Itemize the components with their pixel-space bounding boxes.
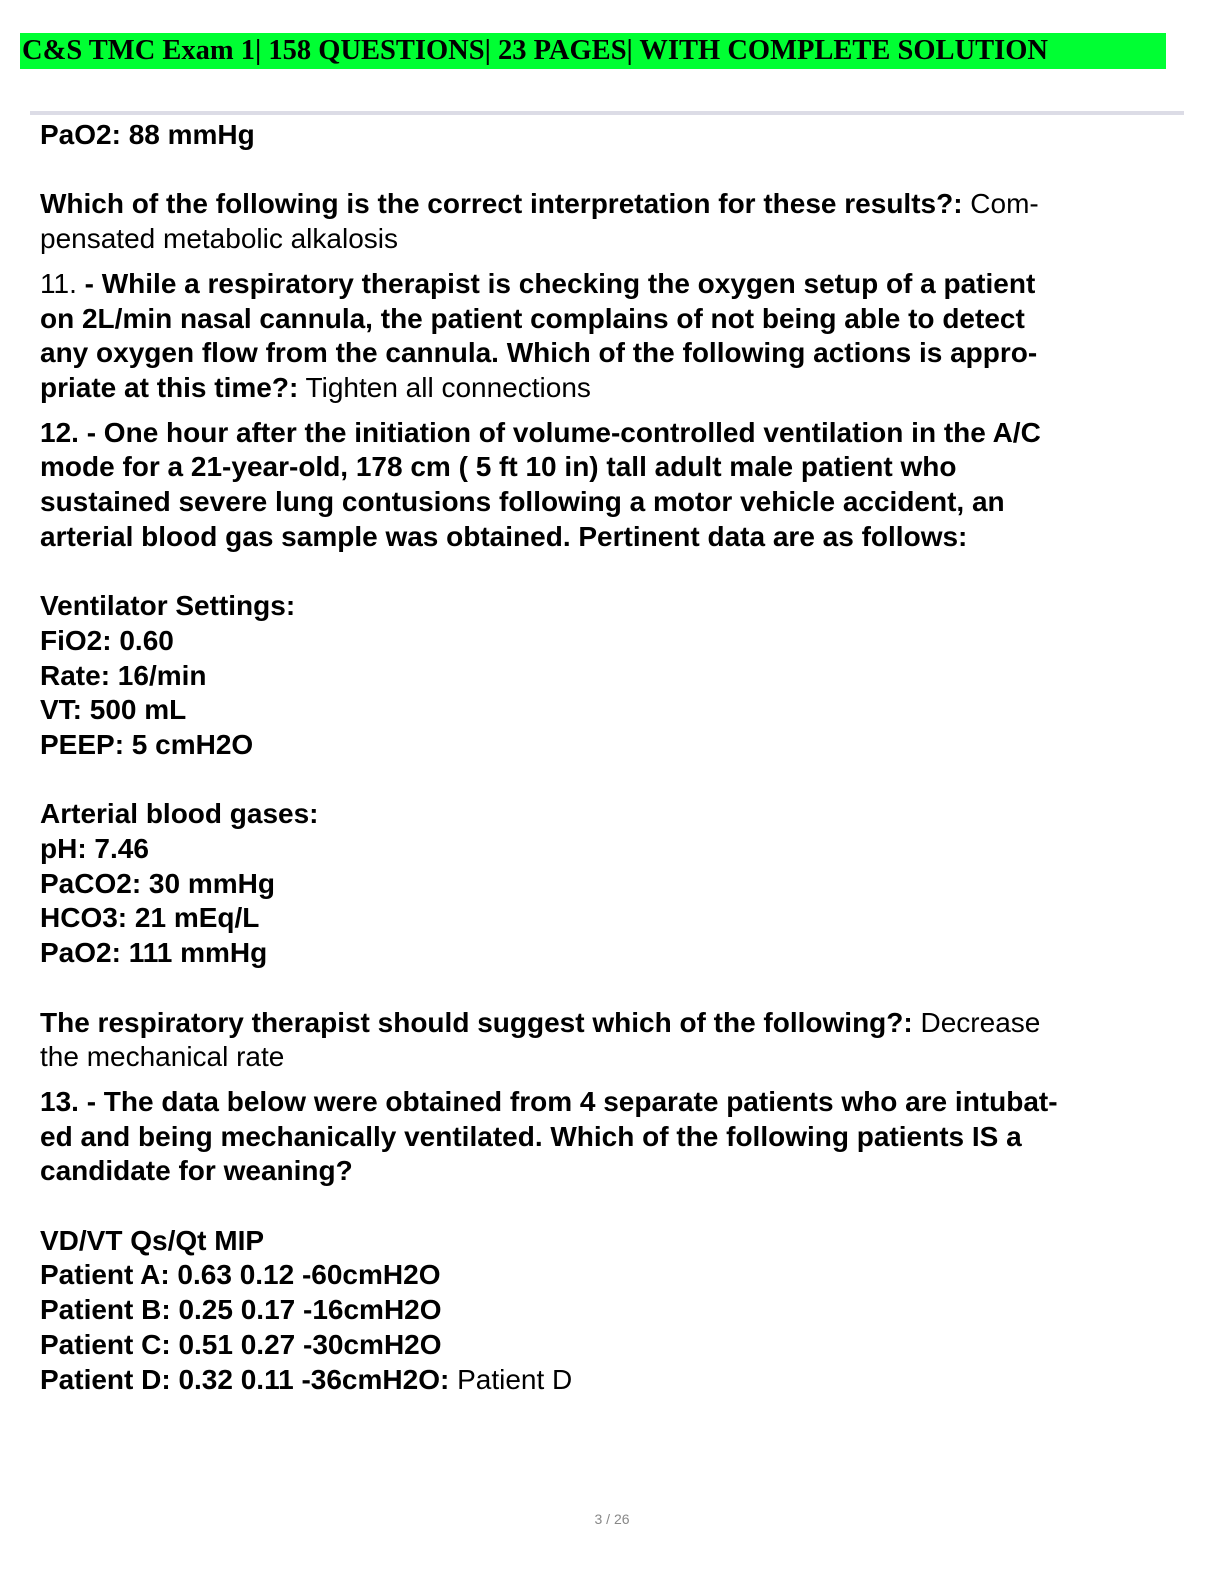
abg-heading: Arterial blood gases:: [40, 798, 319, 830]
question-10-answer-part2: pensated metabolic alkalosis: [40, 223, 398, 255]
question-10-prompt: Which of the following is the correct interpretation for these results?:: [40, 188, 963, 220]
header-divider: [30, 111, 1184, 115]
abg-item: HCO3: 21 mEq/L: [40, 902, 260, 934]
question-12-line1: 12. - One hour after the initiation of volume-controlled ventilation in the A/C: [40, 416, 1041, 448]
question-10-tail: [40, 118, 1175, 257]
question-11: [40, 267, 1175, 406]
question-13-answer: Patient D: [449, 1363, 573, 1395]
question-11-answer: Tighten all connections: [298, 371, 591, 403]
question-11-line3: any oxygen flow from the cannula. Which of the following actions is appro-: [40, 337, 1038, 369]
abg-item: PaO2: 111 mmHg: [40, 937, 268, 969]
ventilator-settings-heading: Ventilator Settings:: [40, 590, 296, 622]
question-12-line4: arterial blood gas sample was obtained. Pertinent data are as follows:: [40, 520, 968, 552]
vent-setting-item: FiO2: 0.60: [40, 624, 174, 656]
question-11-line1: - While a respiratory therapist is checking the oxygen setup of a patient: [84, 267, 1036, 299]
question-12-line3: sustained severe lung contusions following a motor vehicle accident, an: [40, 486, 1005, 518]
page-number: 3 / 26: [594, 1511, 630, 1527]
question-11-line2: on 2L/min nasal cannula, the patient complains of not being able to detect: [40, 302, 1025, 334]
question-12-answer-part1: Decrease: [912, 1006, 1041, 1038]
abg-item: pH: 7.46: [40, 833, 149, 865]
patient-row: Patient B: 0.25 0.17 -16cmH2O: [40, 1294, 442, 1326]
question-12-line2: mode for a 21-year-old, 178 cm ( 5 ft 10 in) tall adult male patient who: [40, 451, 957, 483]
patient-row: Patient A: 0.63 0.12 -60cmH2O: [40, 1259, 441, 1291]
vent-setting-item: PEEP: 5 cmH2O: [40, 728, 254, 760]
patient-row: Patient C: 0.51 0.27 -30cmH2O: [40, 1328, 442, 1360]
page-content: [40, 118, 1175, 1397]
vent-setting-item: Rate: 16/min: [40, 659, 207, 691]
question-12-answer-part2: the mechanical rate: [40, 1041, 285, 1073]
question-13: [40, 1085, 1175, 1397]
document-title: C&S TMC Exam 1| 158 QUESTIONS| 23 PAGES| WITH COMPLETE SOLUTION: [22, 35, 1048, 66]
question-10-answer-part1: Com-: [962, 188, 1039, 220]
abg-item: PaCO2: 30 mmHg: [40, 867, 275, 899]
patient-table-header: VD/VT Qs/Qt MIP: [40, 1224, 265, 1256]
vent-setting-item: VT: 500 mL: [40, 694, 187, 726]
patient-row-last: Patient D: 0.32 0.11 -36cmH2O:: [40, 1363, 450, 1395]
question-13-line2: ed and being mechanically ventilated. Which of the following patients IS a: [40, 1120, 1022, 1152]
question-11-number: 11.: [40, 267, 85, 299]
pao2-value: PaO2: 88 mmHg: [40, 119, 255, 150]
question-13-line3: candidate for weaning?: [40, 1155, 353, 1187]
question-13-line1: 13. - The data below were obtained from 4 separate patients who are intubat-: [40, 1085, 1058, 1117]
document-title-banner: [20, 33, 1166, 69]
question-11-line4: priate at this time?:: [40, 371, 299, 403]
question-12-prompt: The respiratory therapist should suggest which of the following?:: [40, 1006, 913, 1038]
question-12: [40, 416, 1175, 1075]
